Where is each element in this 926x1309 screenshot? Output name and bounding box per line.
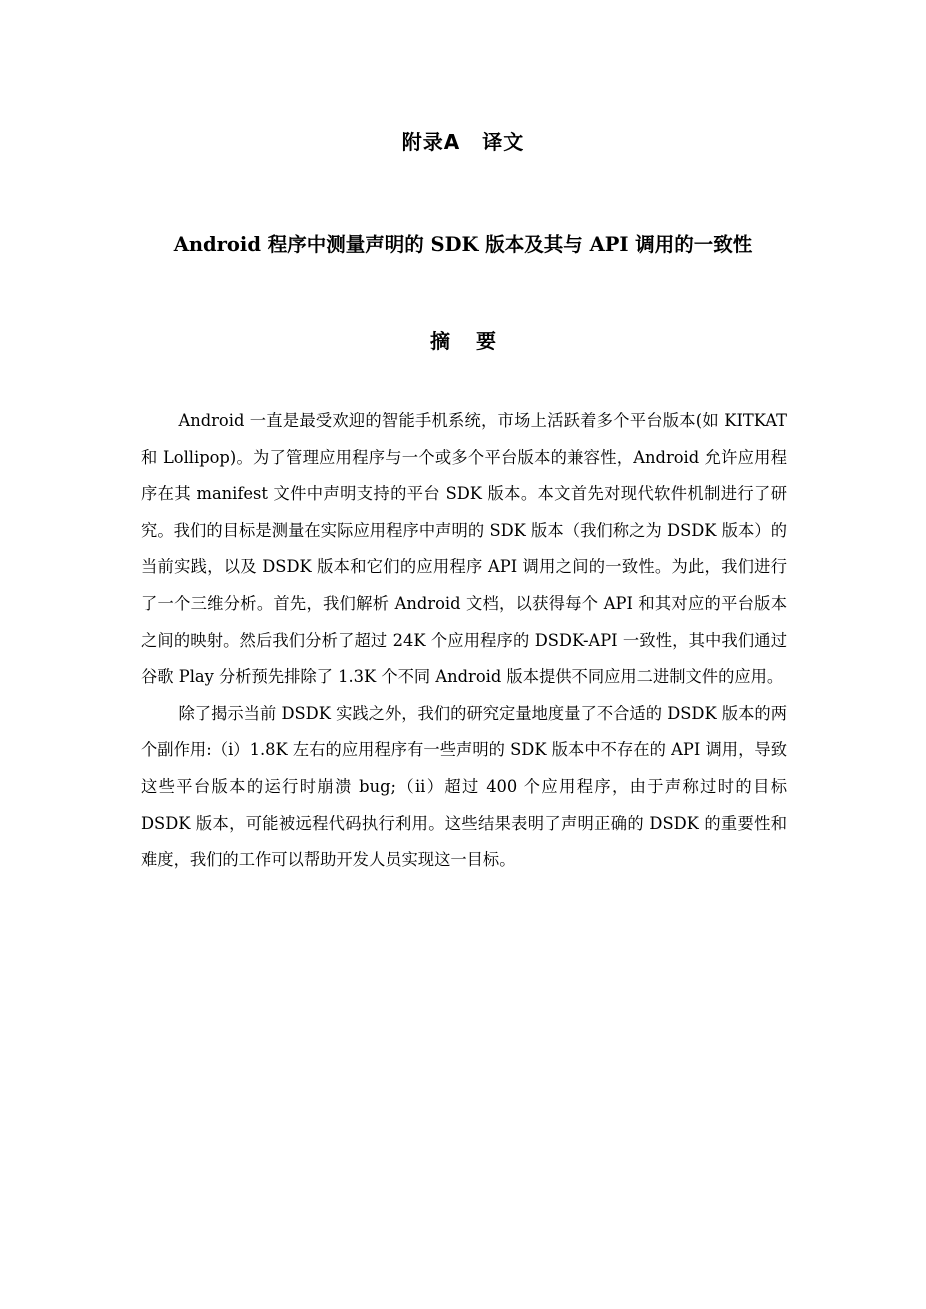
paper-title: Android 程序中测量声明的 SDK 版本及其与 API 调用的一致性: [173, 233, 753, 256]
abstract-body: [141, 403, 787, 879]
abstract-paragraph-1: Android 一直是最受欢迎的智能手机系统，市场上活跃着多个平台版本(如 KITKAT 和 Lollipop)。为了管理应用程序与一个或多个平台版本的兼容性，Android 允许应用程序在其 manifest 文件中声明支持的平台 SDK 版本。本文首先对现代软件机制进行了研究。我们的目标是测量在实际应用程序中声明的 SDK 版本（我们称之为 DSDK 版本）的当前实践，以及 DSDK 版本和它们的应用程序 API 调用之间的一致性。为此，我们进行了一个三维分析。首先，我们解析 Android 文档，以获得每个 API 和其对应的平台版本之间的映射。然后我们分析了超过 24K 个应用程序的 DSDK-API 一致性，其中我们通过谷歌 Play 分析预先排除了 1.3K 个不同 Android 版本提供不同应用二进制文件的应用。: [141, 411, 787, 687]
appendix-heading: [0, 126, 926, 158]
abstract-heading: 摘要: [430, 329, 522, 353]
appendix-title: 译文: [482, 130, 525, 154]
appendix-label: 附录A: [401, 130, 461, 154]
abstract-paragraph-2: 除了揭示当前 DSDK 实践之外，我们的研究定量地度量了不合适的 DSDK 版本的两个副作用:（i）1.8K 左右的应用程序有一些声明的 SDK 版本中不存在的 API 调用，导致这些平台版本的运行时崩溃 bug;（ii）超过 400 个应用程序，由于声称过时的目标 DSDK 版本，可能被远程代码执行利用。这些结果表明了声明正确的 DSDK 的重要性和难度，我们的工作可以帮助开发人员实现这一目标。: [141, 703, 787, 870]
